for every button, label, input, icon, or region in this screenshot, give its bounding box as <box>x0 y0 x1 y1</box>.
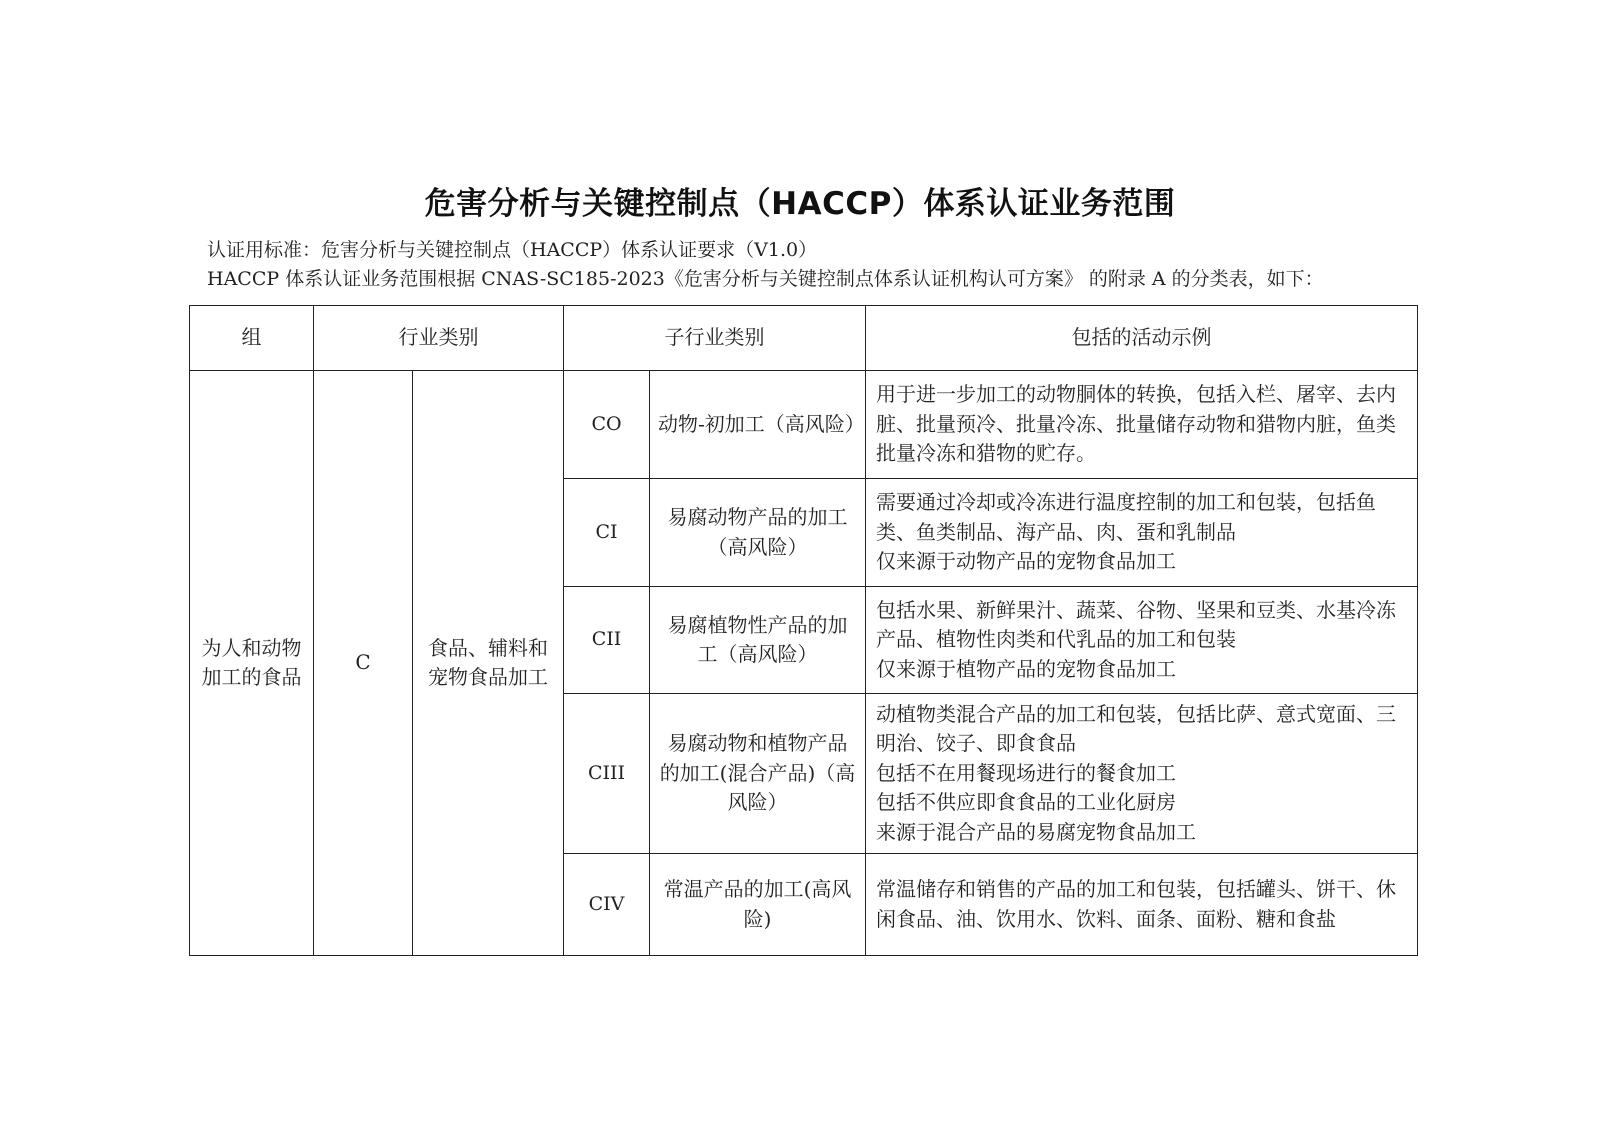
activity-line: 需要通过冷却或冷冻进行温度控制的加工和包装，包括鱼类、鱼类制品、海产品、肉、蛋和乳制品 <box>876 490 1376 544</box>
activity-line: 动植物类混合产品的加工和包装，包括比萨、意式宽面、三明治、饺子、即食食品 <box>876 701 1396 756</box>
sub-code-cell: CIV <box>564 854 650 956</box>
header-activities: 包括的活动示例 <box>866 306 1418 371</box>
header-sub-industry: 子行业类别 <box>564 306 866 371</box>
activity-line: 仅来源于动物产品的宠物食品加工 <box>876 549 1176 574</box>
header-group: 组 <box>190 306 314 371</box>
scope-table <box>189 305 1418 956</box>
activity-line: 包括水果、新鲜果汁、蔬菜、谷物、坚果和豆类、水基冷冻产品、植物性肉类和代乳品的加工和包装 <box>876 597 1396 652</box>
industry-name-cell: 食品、辅料和宠物食品加工 <box>413 371 564 956</box>
sub-name-cell: 易腐植物性产品的加工（高风险） <box>650 587 866 694</box>
activity-line: 仅来源于植物产品的宠物食品加工 <box>876 656 1176 681</box>
scope-basis-line: HACCP 体系认证业务范围根据 CNAS-SC185-2023《危害分析与关键控制点体系认证机构认可方案》 的附录 A 的分类表，如下： <box>207 268 1324 290</box>
activity-line: 常温储存和销售的产品的加工和包装，包括罐头、饼干、休闲食品、油、饮用水、饮料、面条、面粉、糖和食盐 <box>876 877 1396 931</box>
activities-cell <box>866 587 1418 694</box>
sub-code-cell: CI <box>564 479 650 587</box>
activity-line: 来源于混合产品的易腐宠物食品加工 <box>876 819 1196 844</box>
activity-line: 包括不在用餐现场进行的餐食加工 <box>876 760 1176 785</box>
sub-code-cell: CIII <box>564 694 650 854</box>
sub-name-cell: 常温产品的加工(高风险) <box>650 854 866 956</box>
activity-line: 用于进一步加工的动物胴体的转换，包括入栏、屠宰、去内脏、批量预冷、批量冷冻、批量储存动物和猎物内脏，鱼类批量冷冻和猎物的贮存。 <box>876 382 1396 466</box>
standard-line: 认证用标准：危害分析与关键控制点（HACCP）体系认证要求（V1.0） <box>207 239 818 261</box>
activities-cell <box>866 854 1418 956</box>
sub-code-cell: CO <box>564 371 650 479</box>
sub-name-cell: 易腐动物产品的加工（高风险） <box>650 479 866 587</box>
sub-name-cell: 动物-初加工（高风险） <box>650 371 866 479</box>
header-industry: 行业类别 <box>314 306 564 371</box>
sub-code-cell: CII <box>564 587 650 694</box>
sub-name-cell: 易腐动物和植物产品的加工(混合产品)（高风险） <box>650 694 866 854</box>
industry-code-cell: C <box>314 371 413 956</box>
activity-line: 包括不供应即食食品的工业化厨房 <box>876 790 1176 815</box>
page-title: 危害分析与关键控制点（HACCP）体系认证业务范围 <box>424 186 1176 222</box>
activities-cell <box>866 371 1418 479</box>
activities-cell <box>866 479 1418 587</box>
activities-cell <box>866 694 1418 854</box>
table-header-row <box>190 306 1418 371</box>
table-row <box>190 371 1418 479</box>
group-cell: 为人和动物加工的食品 <box>190 371 314 956</box>
